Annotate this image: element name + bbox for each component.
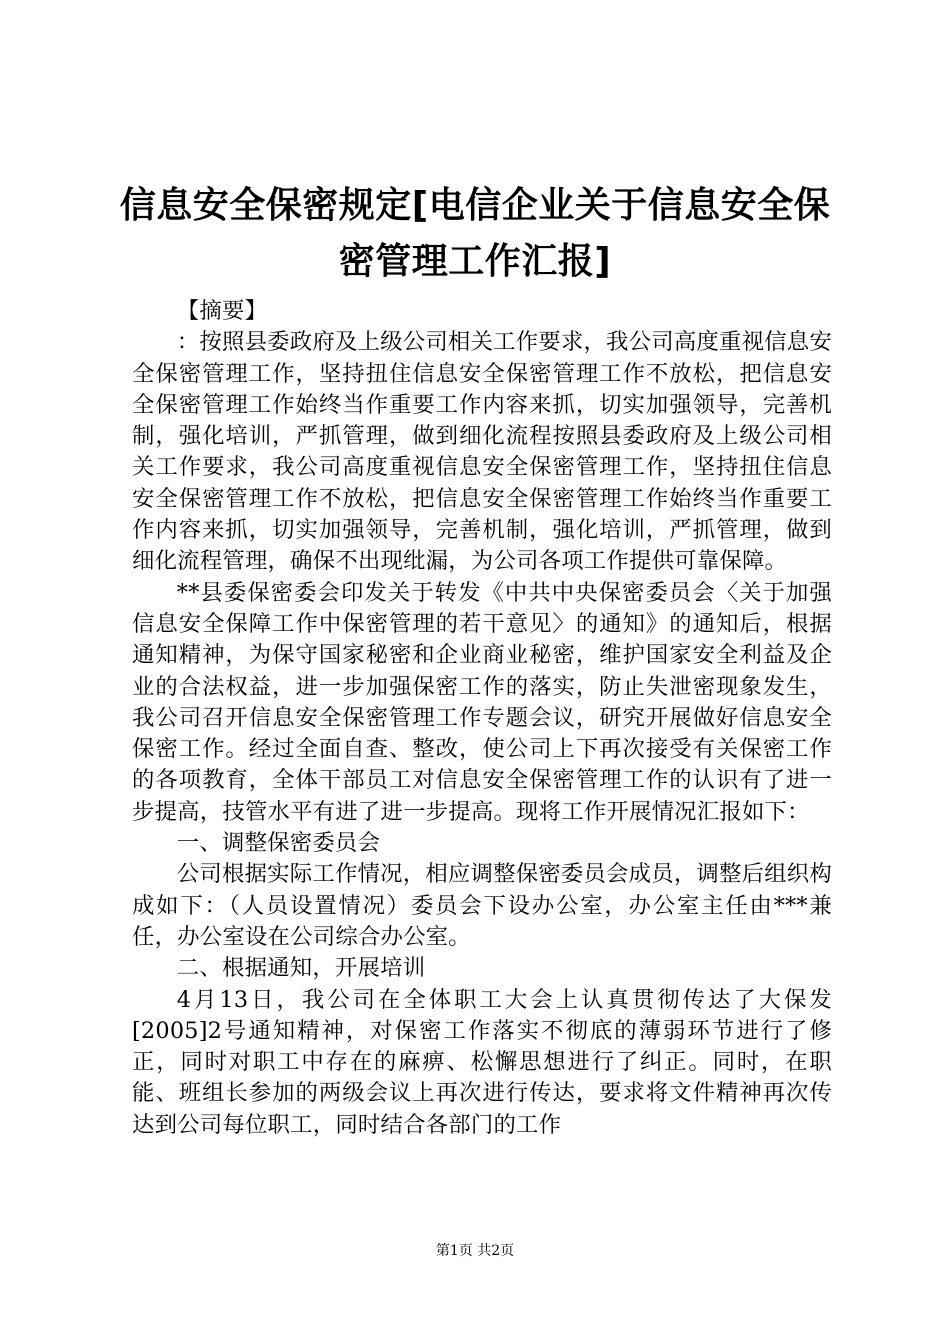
abstract-paragraph: ：按照县委政府及上级公司相关工作要求，我公司高度重视信息安全保密管理工作，坚持扭住信息安全保密管理工作不放松，把信息安全保密管理工作始终当作重要工作内容来抓，切实加强领导，完善机制，强化培训，严抓管理，做到细化流程按照县委政府及上级公司相关工作要求，我公司高度重视信息安全保密管理工作，坚持扭住信息安全保密管理工作不放松，把信息安全保密管理工作始终当作重要工作内容来抓，切实加强领导，完善机制，强化培训，严抓管理，做到细化流程管理，确保不出现纰漏，为公司各项工作提供可靠保障。 <box>132 329 832 575</box>
document-title-line-2: 密管理工作汇报] <box>338 241 612 282</box>
document-title-line-1: 信息安全保密规定[电信企业关于信息安全保 <box>119 185 831 226</box>
document-body <box>132 296 832 1141</box>
page-number-footer: 第1页 共2页 <box>435 1243 515 1259</box>
body-paragraph: 公司根据实际工作情况，相应调整保密委员会成员，调整后组织构成如下：（人员设置情况）委员会下设办公室，办公室主任由***兼任，办公室设在公司综合办公室。 <box>132 861 832 950</box>
abstract-heading: 【摘要】 <box>176 298 268 324</box>
section-heading-1: 一、调整保密委员会 <box>176 830 381 857</box>
body-paragraph: 4月13日，我公司在全体职工大会上认真贯彻传达了大保发[2005]2号通知精神，对保密工作落实不彻底的薄弱环节进行了修正，同时对职工中存在的麻痹、松懈思想进行了纠正。同时，在职能、班组长参加的两级会议上再次进行传达，要求将文件精神再次传达到公司每位职工，同时结合各部门的工作 <box>132 986 832 1138</box>
section-heading-2: 二、根据通知，开展培训 <box>176 955 426 982</box>
body-paragraph: **县委保密委会印发关于转发《中共中央保密委员会〈关于加强信息安全保障工作中保密管理的若干意见〉的通知》的通知后，根据通知精神，为保守国家秘密和企业商业秘密，维护国家安全利益及企业的合法权益，进一步加强保密工作的落实，防止失泄密现象发生，我公司召开信息安全保密管理工作专题会议，研究开展做好信息安全保密工作。经过全面自查、整改，使公司上下再次接受有关保密工作的各项教育，全体干部员工对信息安全保密管理工作的认识有了进一步提高，技管水平有进了进一步提高。现将工作开展情况汇报如下： <box>132 579 832 825</box>
document-title <box>100 178 850 290</box>
